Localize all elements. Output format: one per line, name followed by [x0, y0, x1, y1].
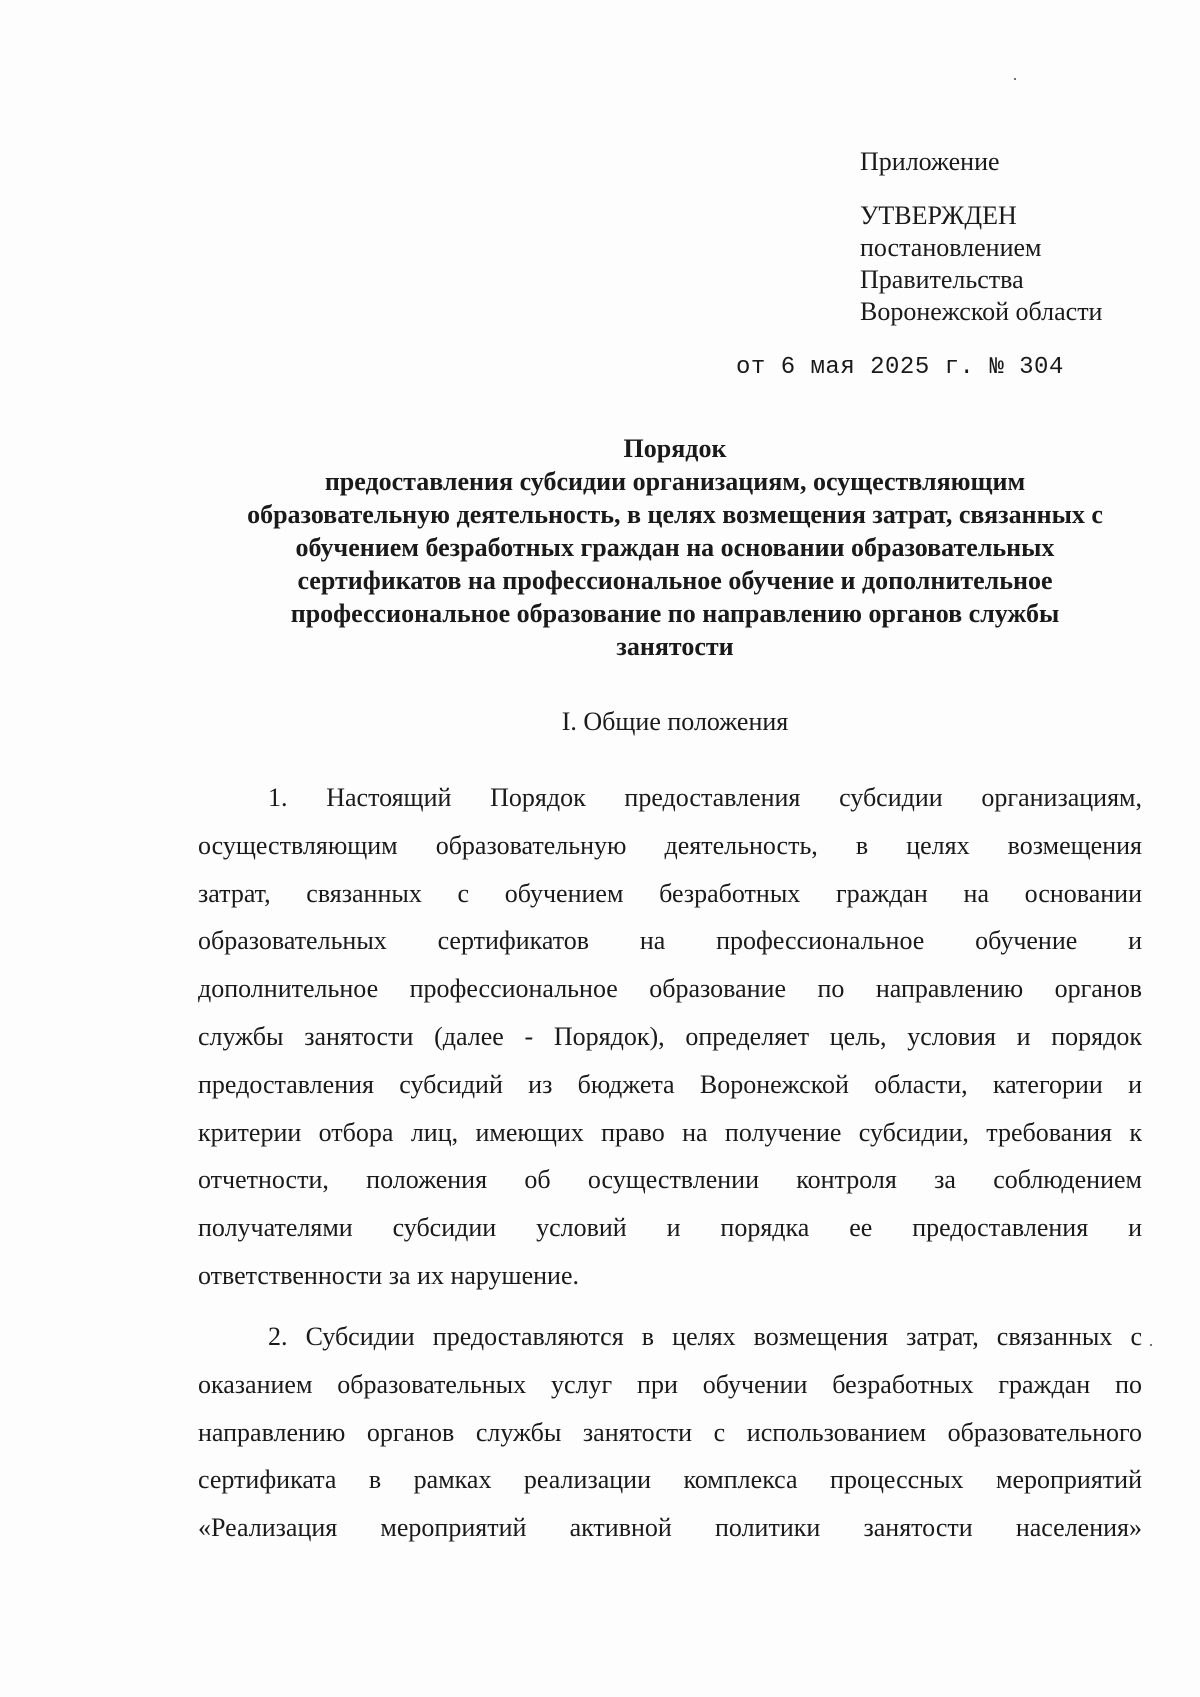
decree-reference: от 6 мая 2025 г. № 304 [736, 354, 1064, 381]
appendix-label: Приложение [860, 147, 1000, 176]
paragraph-line: 2. Субсидии предоставляются в целях возмещения затрат, связанных с [268, 1322, 1142, 1351]
paragraph-line: отчетности, положения об осуществлении контроля за соблюдением [198, 1165, 1142, 1195]
paragraph-line: дополнительное профессиональное образование по направлению органов [198, 974, 1142, 1004]
paragraph-line: затрат, связанных с обучением безработных граждан на основании [198, 878, 1142, 908]
approval-line: Правительства [860, 265, 1024, 294]
title-line: профессиональное образование по направлению органов службы [290, 599, 1060, 628]
paragraph-line: службы занятости (далее - Порядок), определяет цель, условия и порядок [198, 1021, 1142, 1051]
paragraph-line: осуществляющим образовательную деятельность, в целях возмещения [198, 830, 1142, 860]
title-line: сертификатов на профессиональное обучение и дополнительное [297, 566, 1053, 595]
paragraph-line: получателями субсидии условий и порядка ее предоставления и [198, 1213, 1142, 1243]
paragraph-line: 1. Настоящий Порядок предоставления субсидии организациям, [268, 783, 1142, 812]
paragraph-line: сертификата в рамках реализации комплекса процессных мероприятий [198, 1465, 1142, 1495]
approval-line: УТВЕРЖДЕН [860, 201, 1017, 230]
paragraph-line: направлению органов службы занятости с использованием образовательного [198, 1417, 1142, 1447]
document-title [190, 432, 1160, 663]
paragraph-line: критерии отбора лиц, имеющих право на получение субсидии, требования к [198, 1117, 1142, 1147]
approval-line: Воронежской области [860, 297, 1103, 326]
title-line: Порядок [623, 434, 727, 463]
section-heading: I. Общие положения [561, 707, 789, 736]
title-line: занятости [616, 632, 734, 661]
approval-block [860, 146, 1102, 328]
paragraph-line: ответственности за их нарушение. [198, 1260, 579, 1290]
scan-speck [1150, 1344, 1152, 1346]
paragraph-line: образовательных сертификатов на профессиональное обучение и [198, 926, 1142, 956]
paragraph-line: «Реализация мероприятий активной политики занятости населения» [198, 1513, 1142, 1543]
paragraph-line: предоставления субсидий из бюджета Воронежской области, категории и [198, 1069, 1142, 1099]
paragraph-1 [198, 774, 1142, 1300]
approval-line: постановлением [860, 233, 1042, 262]
title-line: образовательную деятельность, в целях возмещения затрат, связанных с [247, 500, 1103, 529]
scan-speck [1014, 78, 1016, 80]
title-line: предоставления субсидии организациям, осуществляющим [324, 467, 1026, 496]
title-line: обучением безработных граждан на основании образовательных [295, 533, 1055, 562]
paragraph-2 [198, 1313, 1142, 1552]
paragraph-line: оказанием образовательных услуг при обучении безработных граждан по [198, 1369, 1142, 1399]
